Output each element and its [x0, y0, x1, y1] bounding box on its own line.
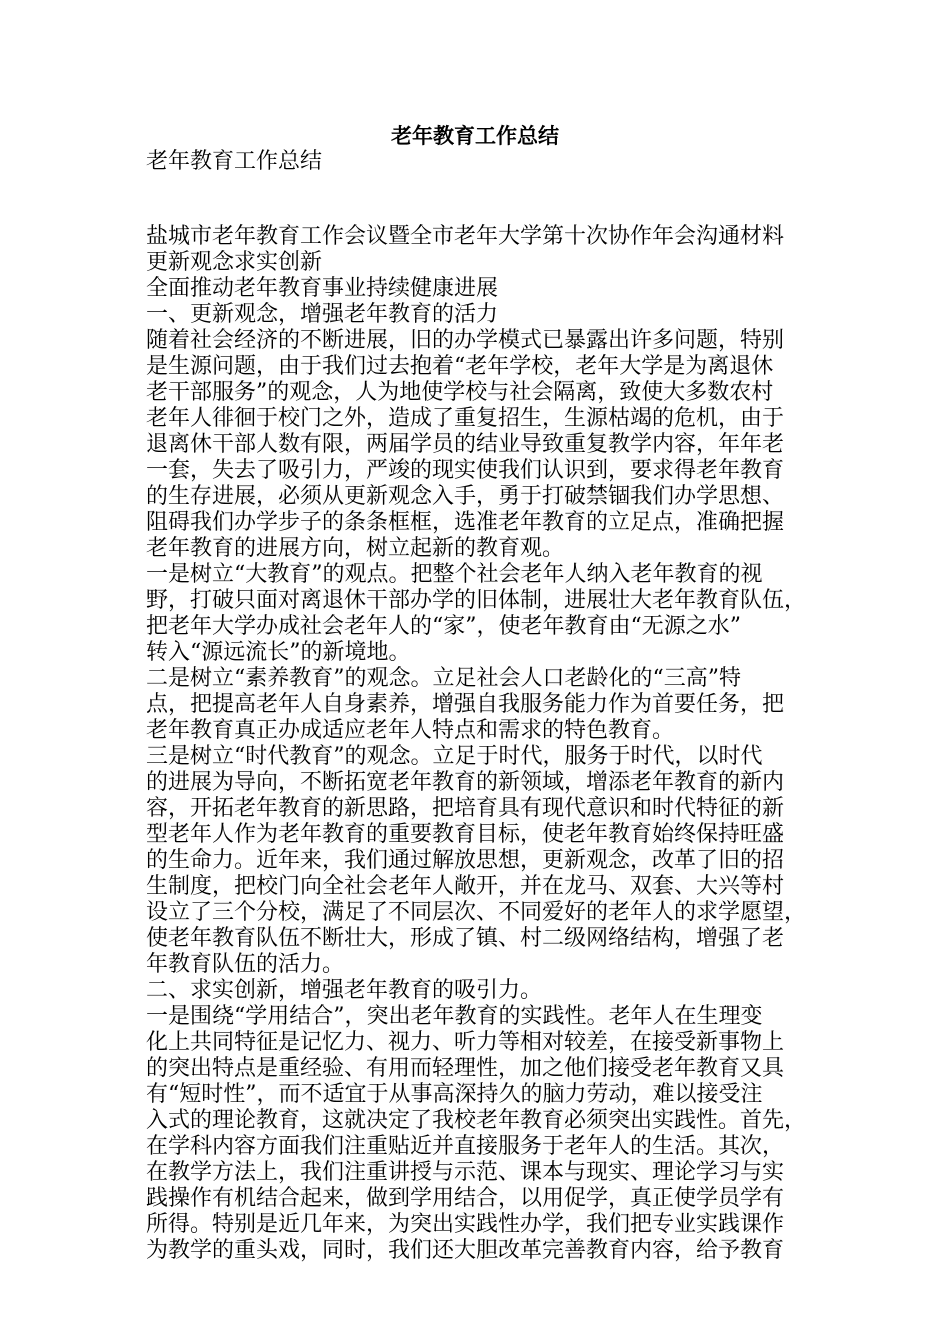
- body-line: 在学科内容方面我们注重贴近并直接服务于老年人的生活。其次，: [146, 1134, 785, 1159]
- body-line: 阻碍我们办学步子的条条框框，选准老年教育的立足点，准确把握: [146, 510, 785, 535]
- body-line: 把老年大学办成社会老年人的“家”，使老年教育由“无源之水”: [146, 614, 741, 639]
- body-line: 二、求实创新，增强老年教育的吸引力。: [146, 978, 543, 1003]
- body-line: 的生命力。近年来，我们通过解放思想，更新观念，改革了旧的招: [146, 848, 785, 873]
- body-line: 老干部服务”的观念，人为地使学校与社会隔离，致使大多数农村: [146, 380, 774, 405]
- body-line: 老年教育的进展方向，树立起新的教育观。: [146, 536, 565, 561]
- body-line: 年教育队伍的活力。: [146, 952, 345, 977]
- body-line: 入式的理论教育，这就决定了我校老年教育必须突出实践性。首先，: [146, 1108, 807, 1133]
- body-line: 的生存进展，必须从更新观念入手，勇于打破禁锢我们办学思想、: [146, 484, 785, 509]
- body-line: 使老年教育队伍不断壮大，形成了镇、村二级网络结构，增强了老: [146, 926, 785, 951]
- body-line: 老年教育真正办成适应老年人特点和需求的特色教育。: [146, 718, 675, 743]
- body-line: 二是树立“素养教育”的观念。立足社会人口老龄化的“三高”特: [146, 666, 741, 691]
- body-line: 容，开拓老年教育的新思路，把培育具有现代意识和时代特征的新: [146, 796, 785, 821]
- body-line: 一、更新观念，增强老年教育的活力: [146, 302, 499, 327]
- body-line: 点，把提高老年人自身素养，增强自我服务能力作为首要任务，把: [146, 692, 785, 717]
- body-line: 是生源问题，由于我们过去抱着“老年学校，老年大学是为离退休: [146, 354, 774, 379]
- body-line: 转入“源远流长”的新境地。: [146, 640, 411, 665]
- body-line: 全面推动老年教育事业持续健康进展: [146, 276, 499, 301]
- document-subtitle: 老年教育工作总结: [146, 149, 323, 174]
- body-line: 退离休干部人数有限，两届学员的结业导致重复教学内容，年年老: [146, 432, 785, 457]
- body-line: 为教学的重头戏，同时，我们还大胆改革完善教育内容，给予教育: [146, 1238, 785, 1263]
- body-line: 设立了三个分校，满足了不同层次、不同爱好的老年人的求学愿望，: [146, 900, 807, 925]
- body-line: 老年人徘徊于校门之外，造成了重复招生，生源枯竭的危机，由于: [146, 406, 785, 431]
- body-line: 的突出特点是重经验、有用而轻理性，加之他们接受老年教育又具: [146, 1056, 785, 1081]
- body-line: 更新观念求实创新: [146, 250, 323, 275]
- body-line: 野，打破只面对离退休干部办学的旧体制，进展壮大老年教育队伍，: [146, 588, 807, 613]
- body-line: 的进展为导向，不断拓宽老年教育的新领域，增添老年教育的新内: [146, 770, 785, 795]
- body-line: 在教学方法上，我们注重讲授与示范、课本与现实、理论学习与实: [146, 1160, 785, 1185]
- body-line: 践操作有机结合起来，做到学用结合，以用促学，真正使学员学有: [146, 1186, 785, 1211]
- document-body: [146, 224, 806, 1264]
- body-line: 所得。特别是近几年来，为突出实践性办学，我们把专业实践课作: [146, 1212, 785, 1237]
- body-line: 有“短时性”，而不适宜于从事高深持久的脑力劳动，难以接受注: [146, 1082, 763, 1107]
- body-line: 型老年人作为老年教育的重要教育目标，使老年教育始终保持旺盛: [146, 822, 785, 847]
- body-line: 随着社会经济的不断进展，旧的办学模式已暴露出许多问题，特别: [146, 328, 785, 353]
- body-line: 生制度，把校门向全社会老年人敞开，并在龙马、双套、大兴等村: [146, 874, 785, 899]
- body-line: 一套，失去了吸引力，严竣的现实使我们认识到，要求得老年教育: [146, 458, 785, 483]
- body-line: 一是树立“大教育”的观点。把整个社会老年人纳入老年教育的视: [146, 562, 763, 587]
- body-line: 盐城市老年教育工作会议暨全市老年大学第十次协作年会沟通材料: [146, 224, 785, 249]
- body-line: 三是树立“时代教育”的观念。立足于时代，服务于时代，以时代: [146, 744, 763, 769]
- body-line: 化上共同特征是记忆力、视力、听力等相对较差，在接受新事物上: [146, 1030, 785, 1055]
- document-title: 老年教育工作总结: [391, 123, 559, 148]
- body-line: 一是围绕“学用结合”，突出老年教育的实践性。老年人在生理变: [146, 1004, 763, 1029]
